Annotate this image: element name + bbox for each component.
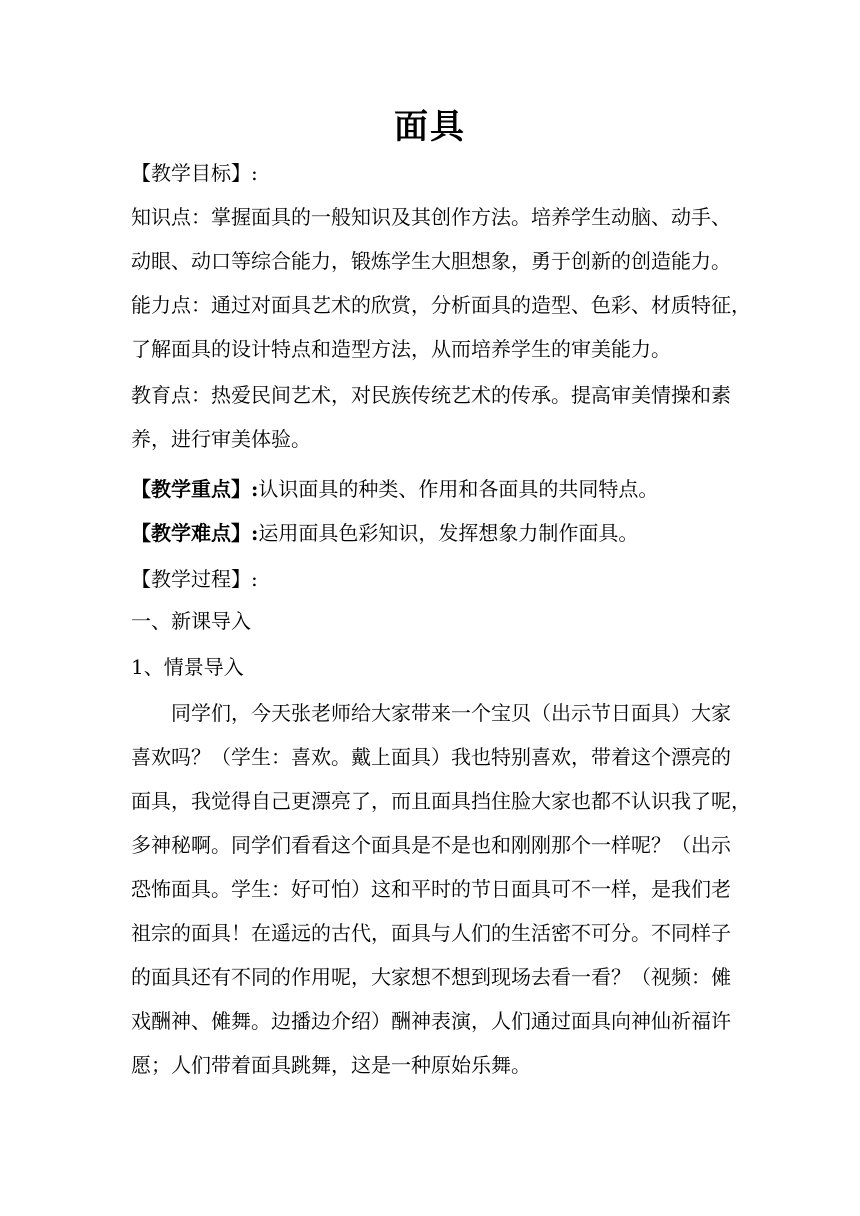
paragraph-line: 祖宗的面具！在遥远的古代，面具与人们的生活密不可分。不同样子 — [131, 921, 731, 945]
paragraph-line: 愿；人们带着面具跳舞，这是一种原始乐舞。 — [131, 1053, 531, 1077]
knowledge-point-line-1: 知识点：掌握面具的一般知识及其创作方法。培养学生动脑、动手、 — [131, 205, 731, 229]
difficulty-text: 运用面具色彩知识，发挥想象力制作面具。 — [258, 521, 639, 545]
paragraph-line: 喜欢吗？（学生：喜欢。戴上面具）我也特别喜欢，带着这个漂亮的 — [131, 745, 731, 769]
difficulty-label: 【教学难点】: — [131, 521, 259, 545]
paragraph-line: 恐怖面具。学生：好可怕）这和平时的节日面具可不一样，是我们老 — [131, 877, 731, 901]
process-heading: 【教学过程】: — [131, 567, 258, 591]
section-heading-1: 一、新课导入 — [131, 609, 251, 633]
page-title: 面具 — [394, 107, 466, 147]
key-point-label: 【教学重点】: — [131, 477, 259, 501]
paragraph-line: 多神秘啊。同学们看看这个面具是不是也和刚刚那个一样呢？（出示 — [131, 833, 731, 857]
difficulty-row — [131, 518, 731, 548]
education-point-line-2: 养，进行审美体验。 — [131, 427, 311, 451]
paragraph-line: 同学们，今天张老师给大家带来一个宝贝（出示节日面具）大家 — [171, 701, 731, 725]
education-point-line-1: 教育点：热爱民间艺术，对民族传统艺术的传承。提高审美情操和素 — [131, 383, 731, 407]
ability-point-line-2: 了解面具的设计特点和造型方法，从而培养学生的审美能力。 — [131, 337, 671, 361]
subsection-heading-1: 1、情景导入 — [131, 655, 244, 679]
objectives-heading: 【教学目标】: — [131, 161, 258, 185]
knowledge-point-line-2: 动眼、动口等综合能力，锻炼学生大胆想象，勇于创新的创造能力。 — [131, 249, 731, 273]
paragraph-line: 面具，我觉得自己更漂亮了，而且面具挡住脸大家也都不认识我了呢， — [131, 789, 751, 813]
paragraph-line: 戏酬神、傩舞。边播边介绍）酬神表演，人们通过面具向神仙祈福许 — [131, 1009, 731, 1033]
ability-point-line-1: 能力点：通过对面具艺术的欣赏，分析面具的造型、色彩、材质特征， — [131, 293, 751, 317]
paragraph-line: 的面具还有不同的作用呢，大家想不想到现场去看一看？（视频：傩 — [131, 965, 731, 989]
key-point-text: 认识面具的种类、作用和各面具的共同特点。 — [258, 477, 659, 501]
key-point-row — [131, 474, 731, 504]
